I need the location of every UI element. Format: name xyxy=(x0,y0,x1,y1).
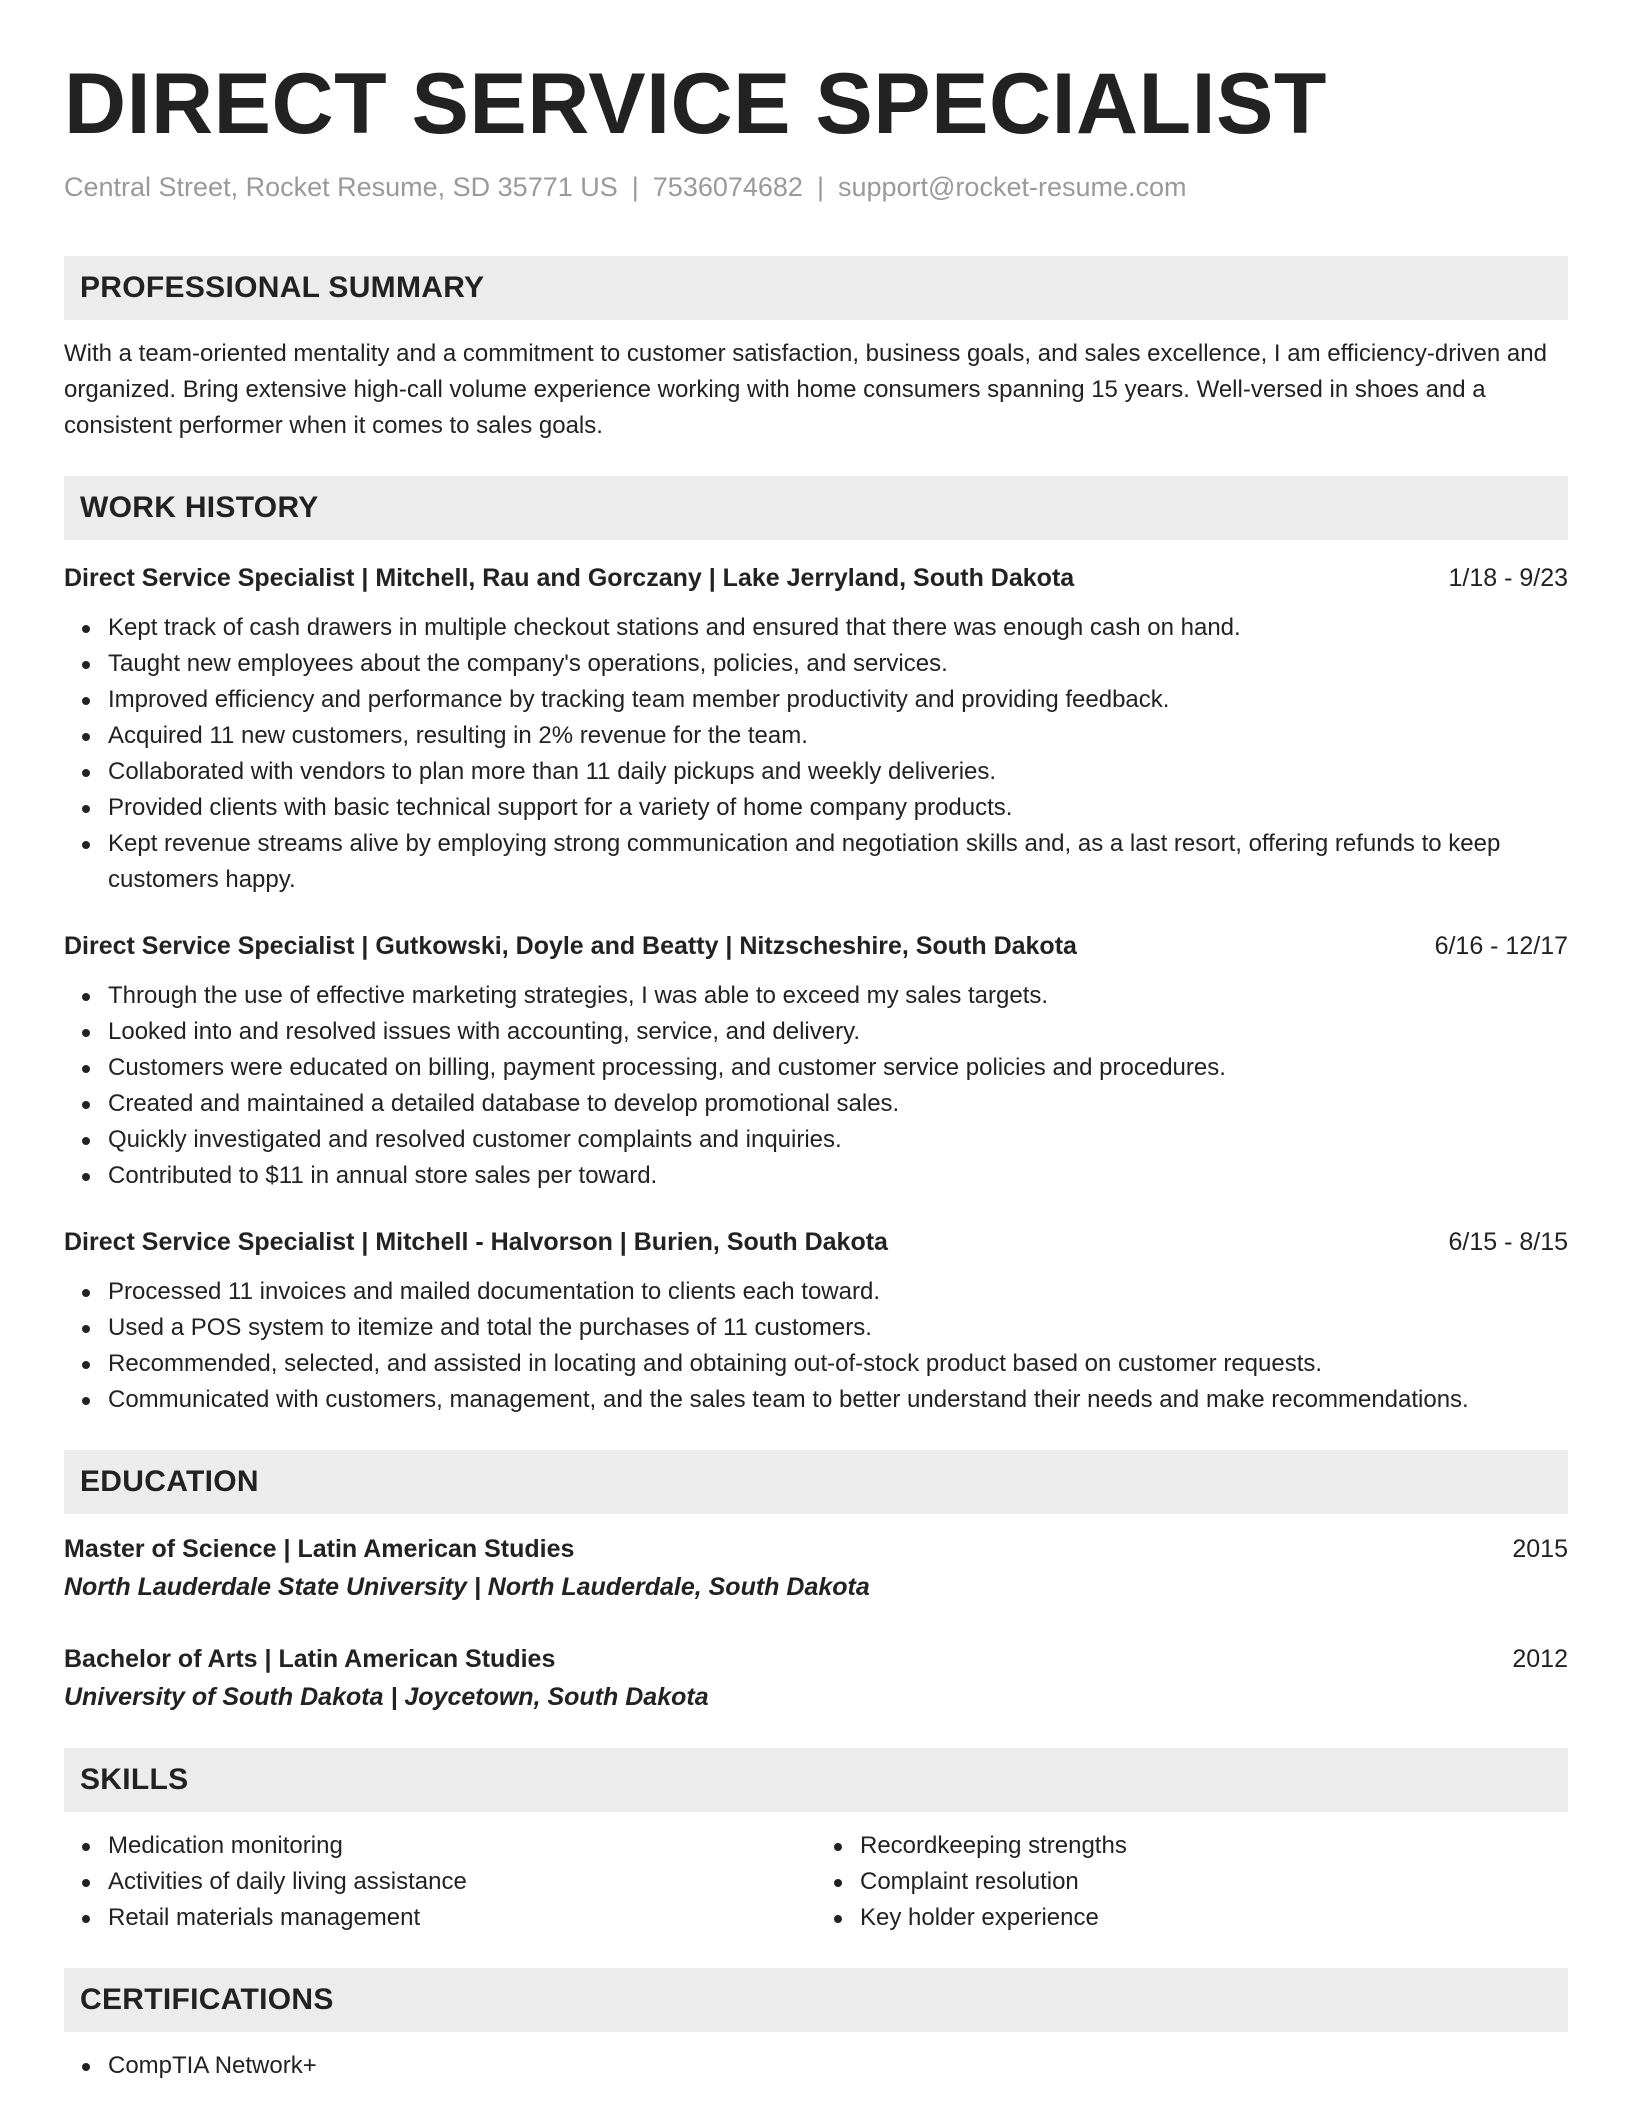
job-dates: 1/18 - 9/23 xyxy=(1448,564,1568,592)
job-heading: Direct Service Specialist | Mitchell, Rau and Gorczany | Lake Jerryland, South Dakota xyxy=(64,564,1075,592)
education-degree: Master of Science | Latin American Studies xyxy=(64,1535,575,1563)
job-bullet: Processed 11 invoices and mailed documentation to clients each toward. xyxy=(64,1274,1568,1310)
summary-text: With a team-oriented mentality and a commitment to customer satisfaction, business goals, and sales excellence, I am efficiency-driven and organized. Bring extensive high-call volume experience working with home consumers spanning 15 years. Well-versed in shoes and a consistent performer when it comes to sales goals. xyxy=(64,340,1547,439)
section-header-work-history: WORK HISTORY xyxy=(64,476,1568,540)
certification-item: CompTIA Network+ xyxy=(64,2048,1568,2084)
job-dates: 6/15 - 8/15 xyxy=(1448,1228,1568,1256)
job-entry xyxy=(64,1224,1568,1418)
education-entry xyxy=(64,1530,1568,1606)
job-entry xyxy=(64,560,1568,898)
job-header xyxy=(64,1224,1568,1260)
job-bullets xyxy=(64,610,1568,898)
contact-line xyxy=(64,170,1568,204)
skill-item: Medication monitoring xyxy=(64,1828,816,1864)
section-header-certifications: CERTIFICATIONS xyxy=(64,1968,1568,2032)
job-bullet: Improved efficiency and performance by tracking team member productivity and providing feedback. xyxy=(64,682,1568,718)
skill-item: Retail materials management xyxy=(64,1900,816,1936)
job-bullet: Contributed to $11 in annual store sales per toward. xyxy=(64,1158,1568,1194)
job-bullet: Kept track of cash drawers in multiple checkout stations and ensured that there was enough cash on hand. xyxy=(64,610,1568,646)
skill-item: Key holder experience xyxy=(816,1900,1568,1936)
education-header xyxy=(64,1640,1568,1678)
job-bullets xyxy=(64,978,1568,1194)
job-bullet: Created and maintained a detailed database to develop promotional sales. xyxy=(64,1086,1568,1122)
section-header-education: EDUCATION xyxy=(64,1450,1568,1514)
skills-column-right xyxy=(816,1828,1568,1936)
job-bullet: Communicated with customers, management, and the sales team to better understand their needs and make recommendations. xyxy=(64,1382,1568,1418)
skills-list xyxy=(64,1828,816,1936)
contact-separator: | xyxy=(816,172,824,202)
job-bullet: Customers were educated on billing, payment processing, and customer service policies and procedures. xyxy=(64,1050,1568,1086)
education-header xyxy=(64,1530,1568,1568)
contact-email: support@rocket-resume.com xyxy=(837,172,1187,202)
job-bullet: Kept revenue streams alive by employing strong communication and negotiation skills and, as a last resort, offering refunds to keep customers happy. xyxy=(64,826,1568,898)
education-year: 2012 xyxy=(1512,1645,1568,1673)
section-header-summary: PROFESSIONAL SUMMARY xyxy=(64,256,1568,320)
education-entry xyxy=(64,1640,1568,1716)
section-header-skills: SKILLS xyxy=(64,1748,1568,1812)
skills-column-left xyxy=(64,1828,816,1936)
job-bullet: Through the use of effective marketing strategies, I was able to exceed my sales targets. xyxy=(64,978,1568,1014)
skills-grid xyxy=(64,1828,1568,1936)
education-year: 2015 xyxy=(1512,1535,1568,1563)
job-bullet: Collaborated with vendors to plan more than 11 daily pickups and weekly deliveries. xyxy=(64,754,1568,790)
job-bullet: Provided clients with basic technical support for a variety of home company products. xyxy=(64,790,1568,826)
education-degree: Bachelor of Arts | Latin American Studies xyxy=(64,1645,556,1673)
job-bullet: Taught new employees about the company's operations, policies, and services. xyxy=(64,646,1568,682)
job-bullet: Recommended, selected, and assisted in locating and obtaining out-of-stock product based on customer requests. xyxy=(64,1346,1568,1382)
certifications-list xyxy=(64,2048,1568,2084)
job-bullet: Acquired 11 new customers, resulting in 2% revenue for the team. xyxy=(64,718,1568,754)
job-dates: 6/16 - 12/17 xyxy=(1434,932,1568,960)
skill-item: Recordkeeping strengths xyxy=(816,1828,1568,1864)
skills-list xyxy=(816,1828,1568,1936)
skill-item: Complaint resolution xyxy=(816,1864,1568,1900)
job-header xyxy=(64,560,1568,596)
skill-item: Activities of daily living assistance xyxy=(64,1864,816,1900)
job-heading: Direct Service Specialist | Mitchell - Halvorson | Burien, South Dakota xyxy=(64,1228,888,1256)
job-header xyxy=(64,928,1568,964)
certifications-block xyxy=(64,2048,1568,2084)
job-bullet: Looked into and resolved issues with accounting, service, and delivery. xyxy=(64,1014,1568,1050)
contact-address: Central Street, Rocket Resume, SD 35771 US xyxy=(64,172,618,202)
education-school: University of South Dakota | Joycetown, South Dakota xyxy=(64,1683,709,1711)
job-bullet: Quickly investigated and resolved customer complaints and inquiries. xyxy=(64,1122,1568,1158)
job-heading: Direct Service Specialist | Gutkowski, Doyle and Beatty | Nitzscheshire, South Dakota xyxy=(64,932,1077,960)
job-bullet: Used a POS system to itemize and total the purchases of 11 customers. xyxy=(64,1310,1568,1346)
job-entry xyxy=(64,928,1568,1194)
contact-separator: | xyxy=(631,172,639,202)
contact-phone: 7536074682 xyxy=(652,172,803,202)
job-bullets xyxy=(64,1274,1568,1418)
education-school: North Lauderdale State University | North Lauderdale, South Dakota xyxy=(64,1573,870,1601)
resume-name: DIRECT SERVICE SPECIALIST xyxy=(64,56,1327,152)
